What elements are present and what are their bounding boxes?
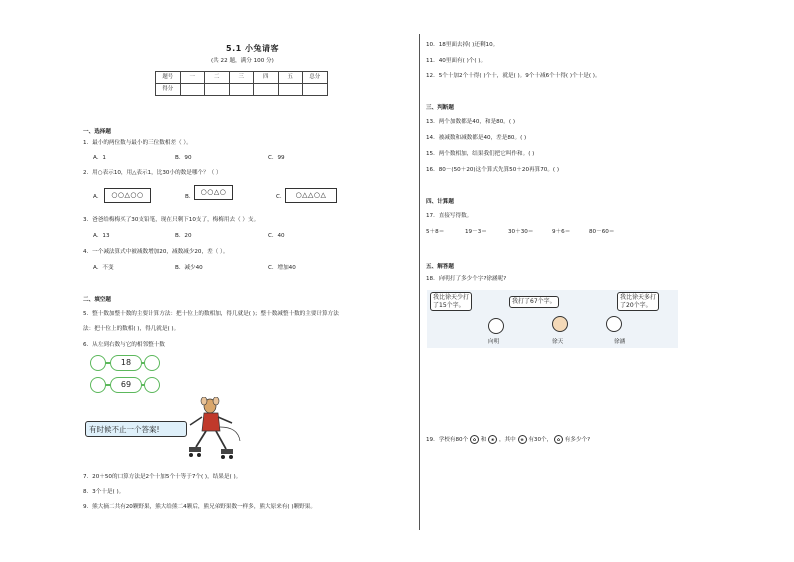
q19-text-a: 19．学校有80个 [426, 437, 469, 443]
calc-item[interactable]: 9＋6＝ [552, 229, 571, 235]
q2-box-c: ○△△○△ [285, 188, 337, 203]
speech-bubble-xuhan: 我比徐天多打 了20个字。 [617, 292, 659, 311]
question-4: 4．一个减法算式中被减数增加20，减数减少20，差（ ）。 [83, 249, 229, 255]
score-header-cell: 二 [205, 72, 230, 84]
mouse-skater-illustration [180, 397, 242, 463]
speech-bubble-xiangming: 我比徐天少打 了15个字。 [430, 292, 472, 311]
question-9: 9．熊大摘二共有20颗野果，熊大给熊二4颗后，熊兄弟野果数一样多，熊大原来有( )颗野果。 [83, 504, 316, 510]
score-header-cell: 题号 [156, 72, 181, 84]
score-table [155, 71, 328, 96]
question-2: 2．用○表示10，用△表示1，比30小的数是哪个？（ ） [83, 170, 222, 176]
calc-item[interactable]: 80－60＝ [589, 229, 615, 235]
kid-name-xiangming: 向明 [488, 339, 500, 345]
column-divider [419, 34, 420, 530]
q19-text-b: 和 [480, 437, 487, 443]
section-choice-heading: 一、选择题 [83, 129, 111, 135]
question-1: 1．最小的两位数与最小的三位数相差（ ）。 [83, 140, 192, 146]
q19-text-c: ，其中 [498, 437, 516, 443]
q1-option-a[interactable]: A．1 [93, 155, 106, 161]
kid-name-xuhan: 徐涵 [614, 339, 626, 345]
q2-option-c[interactable]: C． [276, 194, 286, 200]
q19-text-d: 有30个， [528, 437, 553, 443]
number-chain-diagram [90, 354, 160, 394]
hint-banner: 有时候不止一个答案! [85, 421, 187, 437]
flower-icon: ✿ [554, 435, 563, 444]
question-5-line1: 5．整十数加整十数的主要计算方法：把十位上的数相加，得几就是( )；整十数减整十数的主要计算方法 [83, 311, 339, 317]
question-15: 15．两个数相加，结果我们把它叫作和。( ) [426, 151, 535, 157]
q4-option-b[interactable]: B．减少40 [175, 265, 203, 271]
speech-bubble-xutian: 我打了67个字。 [509, 296, 559, 308]
q3-option-c[interactable]: C．40 [268, 233, 285, 239]
q4-option-a[interactable]: A．不变 [93, 265, 114, 271]
kid-face-xiangming [488, 318, 504, 334]
q2-option-b[interactable]: B． [185, 194, 195, 200]
kid-face-xuhan [606, 316, 622, 332]
q4-option-c[interactable]: C．增加40 [268, 265, 296, 271]
q19-text-e: 有多少个? [564, 437, 591, 443]
score-row-label: 得分 [156, 84, 181, 96]
question-5-line2: 法：把十位上的数相( )，得几就是( )。 [83, 326, 180, 332]
section-solve-heading: 五、解答题 [426, 264, 454, 270]
kid-face-xutian [552, 316, 568, 332]
score-table-score-row [156, 84, 328, 96]
page-subtitle: (共 22 题，满分 100 分) [211, 58, 274, 64]
chain-value-18: 18 [110, 355, 142, 371]
question-18: 18．向明打了多少个字?徐涵呢? [426, 276, 507, 282]
answer-circle-left-2[interactable] [90, 377, 106, 393]
q1-option-c[interactable]: C．99 [268, 155, 285, 161]
q2-box-b: ○○△○ [194, 185, 233, 200]
score-cell[interactable] [303, 84, 328, 96]
calc-item[interactable]: 30＋30＝ [508, 229, 534, 235]
answer-circle-left-1[interactable] [90, 355, 106, 371]
answer-circle-right-1[interactable] [144, 355, 160, 371]
question-12: 12．5个十加2个十得( )个十，就是( )。9个十减6个十得( )个十是( )。 [426, 73, 601, 79]
question-7: 7．20＋50的口算方法是2个十加5个十等于7个( )，结果是( )。 [83, 474, 242, 480]
page-title: 5.1 小兔请客 [226, 44, 279, 53]
score-header-cell: 三 [229, 72, 254, 84]
score-header-cell: 四 [254, 72, 279, 84]
score-cell[interactable] [278, 84, 303, 96]
question-14: 14．被减数和减数都是40，差是80。( ) [426, 135, 527, 141]
ball-icon: ❀ [518, 435, 527, 444]
score-table-header-row [156, 72, 328, 84]
score-cell[interactable] [205, 84, 230, 96]
question-17: 17．直接写得数。 [426, 213, 473, 219]
question-10: 10．18里面去掉( )还剩10。 [426, 42, 499, 48]
score-cell[interactable] [180, 84, 205, 96]
calc-item[interactable]: 5＋8＝ [426, 229, 445, 235]
score-cell[interactable] [254, 84, 279, 96]
score-header-cell: 总分 [303, 72, 328, 84]
question-8: 8．3个十是( )。 [83, 489, 125, 495]
question-13: 13．两个加数都是40，和是80。( ) [426, 119, 516, 125]
answer-circle-right-2[interactable] [144, 377, 160, 393]
question-3: 3．爸爸给梅梅买了30支铅笔，现在只剩下10支了，梅梅用去（ ）支。 [83, 217, 260, 223]
q1-option-b[interactable]: B．90 [175, 155, 192, 161]
score-cell[interactable] [229, 84, 254, 96]
kid-name-xutian: 徐天 [552, 339, 564, 345]
q3-option-b[interactable]: B．20 [175, 233, 192, 239]
section-calc-heading: 四、计算题 [426, 199, 454, 205]
section-fill-heading: 二、填空题 [83, 297, 111, 303]
section-judge-heading: 三、判断题 [426, 105, 454, 111]
calc-item[interactable]: 19－3＝ [465, 229, 487, 235]
flower-icon: ✿ [470, 435, 479, 444]
ball-icon: ❀ [488, 435, 497, 444]
q2-box-a: ○○△○○ [104, 188, 151, 203]
question-11: 11．40里面有( )个( )。 [426, 58, 487, 64]
score-header-cell: 一 [180, 72, 205, 84]
question-6: 6．从左到右数与它的相邻整十数 [83, 342, 165, 348]
q2-option-a[interactable]: A． [93, 194, 103, 200]
question-16: 16．80－(50＋20)这个算式先算50＋20再算70。( ) [426, 167, 560, 173]
question-19 [426, 435, 590, 444]
chain-value-69: 69 [110, 377, 142, 393]
score-header-cell: 五 [278, 72, 303, 84]
q3-option-a[interactable]: A．13 [93, 233, 110, 239]
